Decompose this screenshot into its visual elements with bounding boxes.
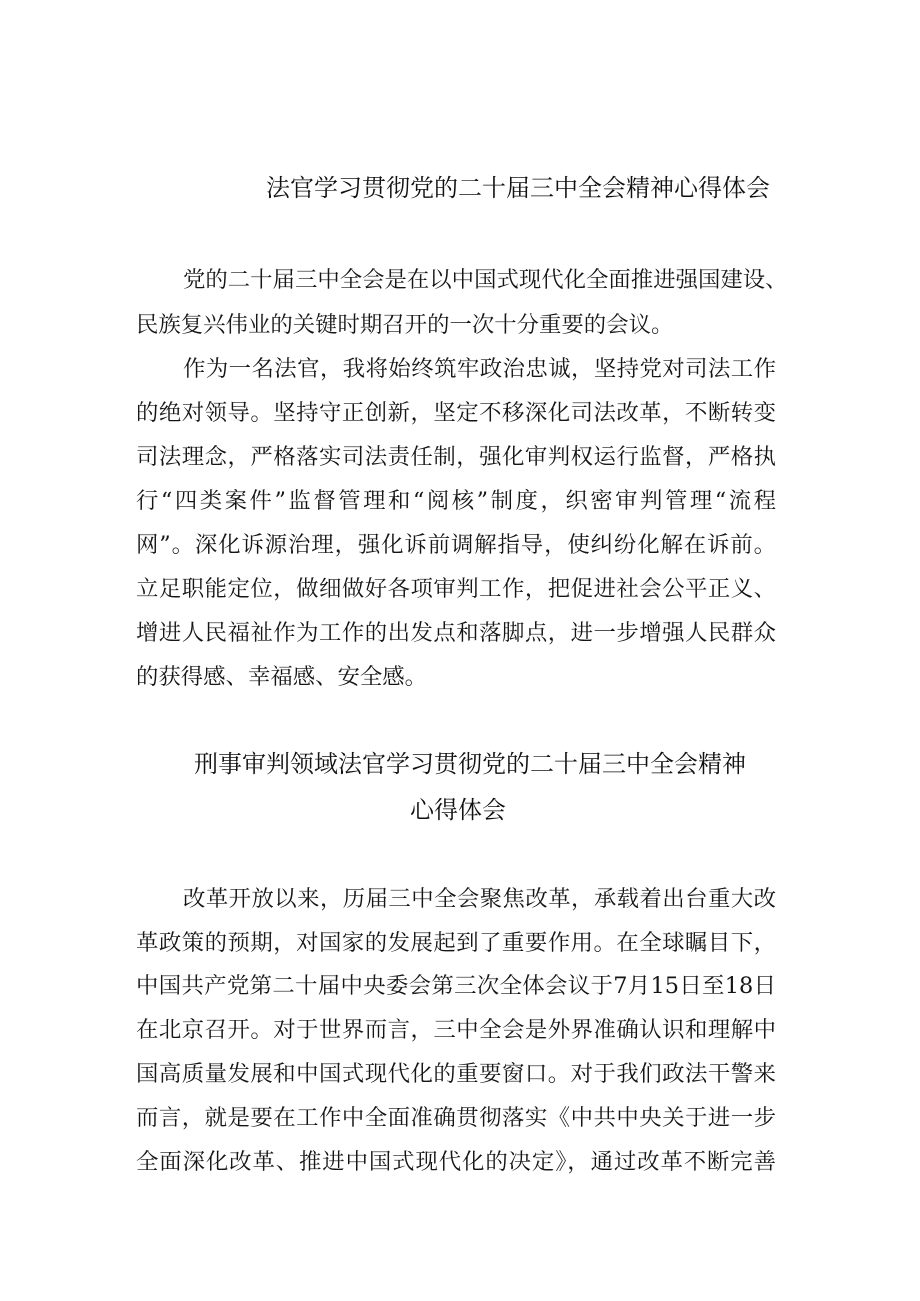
section2-line: 改革开放以来，历届三中全会聚焦改革，承载着出台重大改 [183, 886, 776, 912]
section1-line: 增进人民福祉作为工作的出发点和落脚点，进一步增强人民群众 [136, 620, 776, 646]
section1-line: 的获得感、幸福感、安全感。 [136, 664, 428, 690]
section1-title: 法官学习贯彻党的二十届三中全会精神心得体会 [266, 174, 770, 202]
section2-line: 在北京召开。对于世界而言，三中全会是外界准确认识和理解中 [136, 1017, 776, 1043]
section1-line: 民族复兴伟业的关键时期召开的一次十分重要的会议。 [136, 312, 674, 338]
section2-line: 革政策的预期，对国家的发展起到了重要作用。在全球瞩目下， [136, 930, 776, 956]
section2-title-line1: 刑事审判领域法官学习贯彻党的二十届三中全会精神 [194, 750, 746, 778]
section1-line: 立足职能定位，做细做好各项审判工作，把促进社会公平正义、 [136, 576, 776, 602]
section2-line: 中国共产党第二十届中央委会第三次全体会议于7月15日至18日 [136, 973, 776, 999]
section1-line: 网”。深化诉源治理，强化诉前调解指导，使纠纷化解在诉前。 [136, 532, 776, 558]
section1-line: 党的二十届三中全会是在以中国式现代化全面推进强国建设、 [183, 267, 788, 293]
section1-line: 司法理念，严格落实司法责任制，强化审判权运行监督，严格执 [136, 444, 776, 470]
section2-title-line2: 心得体会 [410, 796, 506, 824]
section1-line: 行“四类案件”监督管理和“阅核”制度，织密审判管理“流程 [136, 488, 776, 514]
section2-line: 国高质量发展和中国式现代化的重要窗口。对于我们政法干警来 [136, 1061, 776, 1087]
section1-line: 作为一名法官，我将始终筑牢政治忠诚，坚持党对司法工作 [183, 356, 776, 382]
section2-line: 而言，就是要在工作中全面准确贯彻落实《中共中央关于进一步 [136, 1105, 776, 1131]
section2-line: 全面深化改革、推进中国式现代化的决定》，通过改革不断完善 [136, 1149, 776, 1175]
section1-line: 的绝对领导。坚持守正创新，坚定不移深化司法改革，不断转变 [136, 400, 776, 426]
